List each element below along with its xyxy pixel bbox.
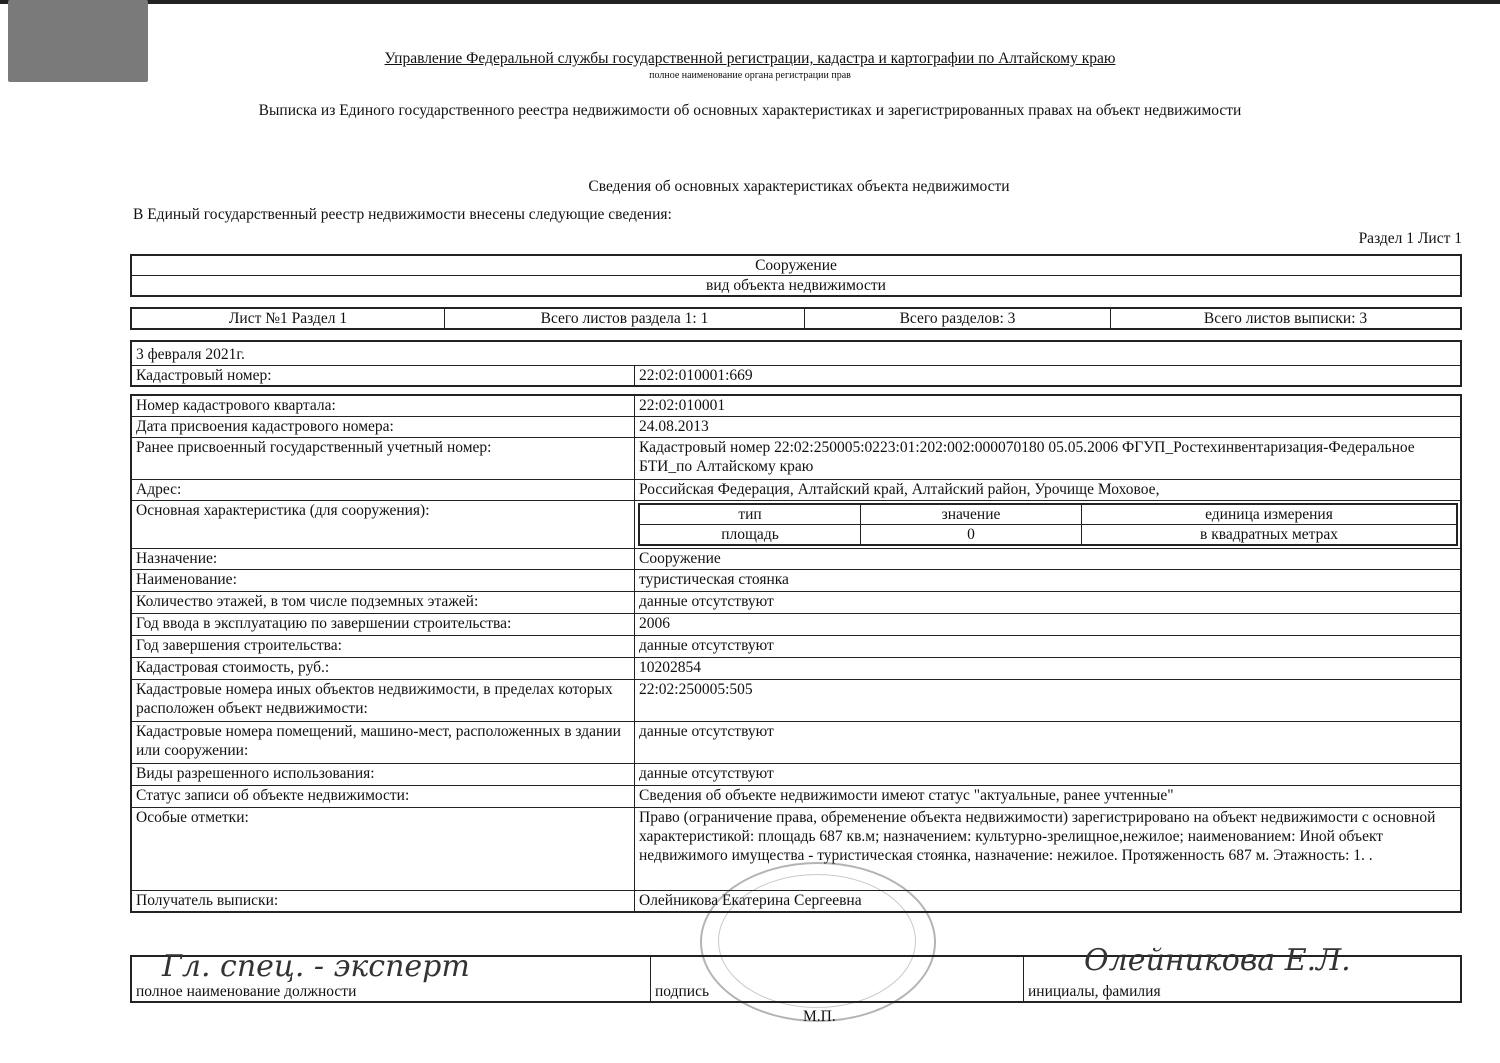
mc-header-value: значение [860,505,1081,524]
sheet-reference: Раздел 1 Лист 1 [1358,230,1462,247]
organization-caption: полное наименование органа регистрации прав [649,70,851,81]
mc-header-unit: единица измерения [1081,505,1456,524]
mc-value: 0 [860,525,1081,544]
table-row [132,501,1460,549]
row-value: данные отсутствуют [639,593,774,610]
table-row [132,417,1460,438]
row-value: Кадастровый номер 22:02:250005:0223:01:202:002:000070180 05.05.2006 ФГУП_Ростехинвентаризация-Федеральное БТИ_по Алтайскому краю [639,439,1415,475]
table-row [132,658,1460,680]
extract-date: 3 февраля 2021г. [136,346,245,363]
signature-caption: подпись [655,983,710,1000]
section-title: Сведения об основных характеристиках объекта недвижимости [588,178,1010,195]
row-label: Назначение: [132,549,635,569]
row-label: Дата присвоения кадастрового номера: [132,417,635,437]
table-row [132,438,1460,480]
table-row [132,549,1460,570]
row-label: Ранее присвоенный государственный учетный номер: [132,438,635,479]
row-label: Виды разрешенного использования: [132,764,635,785]
section-sheets-count: Всего листов раздела 1: 1 [445,309,805,328]
row-value: данные отсутствуют [639,765,774,782]
sections-count: Всего разделов: 3 [805,309,1111,328]
row-label: Адрес: [132,480,635,500]
row-label: Кадастровые номера помещений, машино-мест, расположенных в здании или сооружении: [132,722,635,763]
table-row [132,396,1460,417]
row-label: Наименование: [132,570,635,591]
table-row [132,722,1460,764]
mc-type: площадь [721,526,779,543]
date-cadastral-box [130,340,1462,387]
row-label: Год ввода в эксплуатацию по завершении строительства: [132,614,635,635]
main-characteristic-table [638,503,1458,546]
row-label: Год завершения строительства: [132,636,635,657]
scan-edge [0,0,1500,4]
row-value: данные отсутствуют [639,723,774,740]
main-characteristic-label: Основная характеристика (для сооружения): [132,501,635,548]
name-handwritten: Олейникова Е.Л. [1084,943,1351,978]
seal-caption: М.П. [803,1008,836,1025]
position-handwritten: Гл. спец. - эксперт [162,949,470,984]
cadastral-number-value: 22:02:010001:669 [639,367,753,384]
sheet-number: Лист №1 Раздел 1 [132,309,445,328]
mc-unit: в квадратных метрах [1081,525,1456,544]
table-row [132,480,1460,501]
signature-box [130,943,1462,1003]
intro-text: В Единый государственный реестр недвижимости внесены следующие сведения: [133,206,672,223]
table-row [132,636,1460,658]
characteristics-table [130,394,1462,913]
row-value: 2006 [639,615,670,632]
table-row [132,614,1460,636]
row-value: 22:02:250005:505 [639,681,753,698]
position-cell [132,949,651,1001]
mc-header-type: тип [738,506,762,523]
organization-name: Управление Федеральной службы государственной регистрации, кадастра и картографии по Алтайскому краю [384,50,1116,67]
row-value: Сведения об объекте недвижимости имеют статус "актуальные, ранее учтенные" [639,787,1174,804]
row-value: 10202854 [639,659,701,676]
row-value: Олейникова Екатерина Сергеевна [639,892,862,909]
row-label: Кадастровая стоимость, руб.: [132,658,635,679]
table-row [132,786,1460,808]
object-kind-caption: вид объекта недвижимости [706,277,886,294]
row-value: туристическая стоянка [639,571,789,588]
row-value: Российская Федерация, Алтайский край, Алтайский район, Урочище Моховое, [639,481,1160,498]
row-label: Номер кадастрового квартала: [132,396,635,416]
table-row [132,570,1460,592]
name-cell [1024,943,1460,1001]
total-sheets-count: Всего листов выписки: 3 [1203,310,1368,327]
table-row [132,764,1460,786]
row-label: Количество этажей, в том числе подземных этажей: [132,592,635,613]
row-label: Статус записи об объекте недвижимости: [132,786,635,807]
row-label: Кадастровые номера иных объектов недвижимости, в пределах которых расположен объект недвижимости: [132,680,635,721]
document-title: Выписка из Единого государственного реестра недвижимости об основных характеристиках и зарегистрированных правах на объект недвижимости [258,102,1242,119]
signature-cell [651,957,1024,1001]
table-row [132,680,1460,722]
name-caption: инициалы, фамилия [1028,983,1161,1000]
position-caption: полное наименование должности [136,983,357,1000]
row-value: Сооружение [639,550,721,567]
cadastral-number-label: Кадастровый номер: [132,366,635,385]
row-label: Получатель выписки: [132,891,635,911]
row-value: Право (ограничение права, обременение объекта недвижимости) зарегистрировано на объект недвижимости с основной характеристикой: площадь 687 кв.м; назначением: культурно-зрелищное,нежилое; наименованием: Иной объект недвижимого имущества - туристическая стоянка, назначение: нежилое. Протяженность 687 м. Этажность: 1. . [639,809,1436,864]
table-row [132,592,1460,614]
row-value: 22:02:010001 [639,397,726,414]
row-label: Особые отметки: [132,808,635,890]
object-kind-box [130,254,1462,297]
row-value: данные отсутствуют [639,637,774,654]
sheet-info-box [130,307,1462,330]
row-value: 24.08.2013 [639,418,709,435]
object-kind: Сооружение [755,257,837,274]
